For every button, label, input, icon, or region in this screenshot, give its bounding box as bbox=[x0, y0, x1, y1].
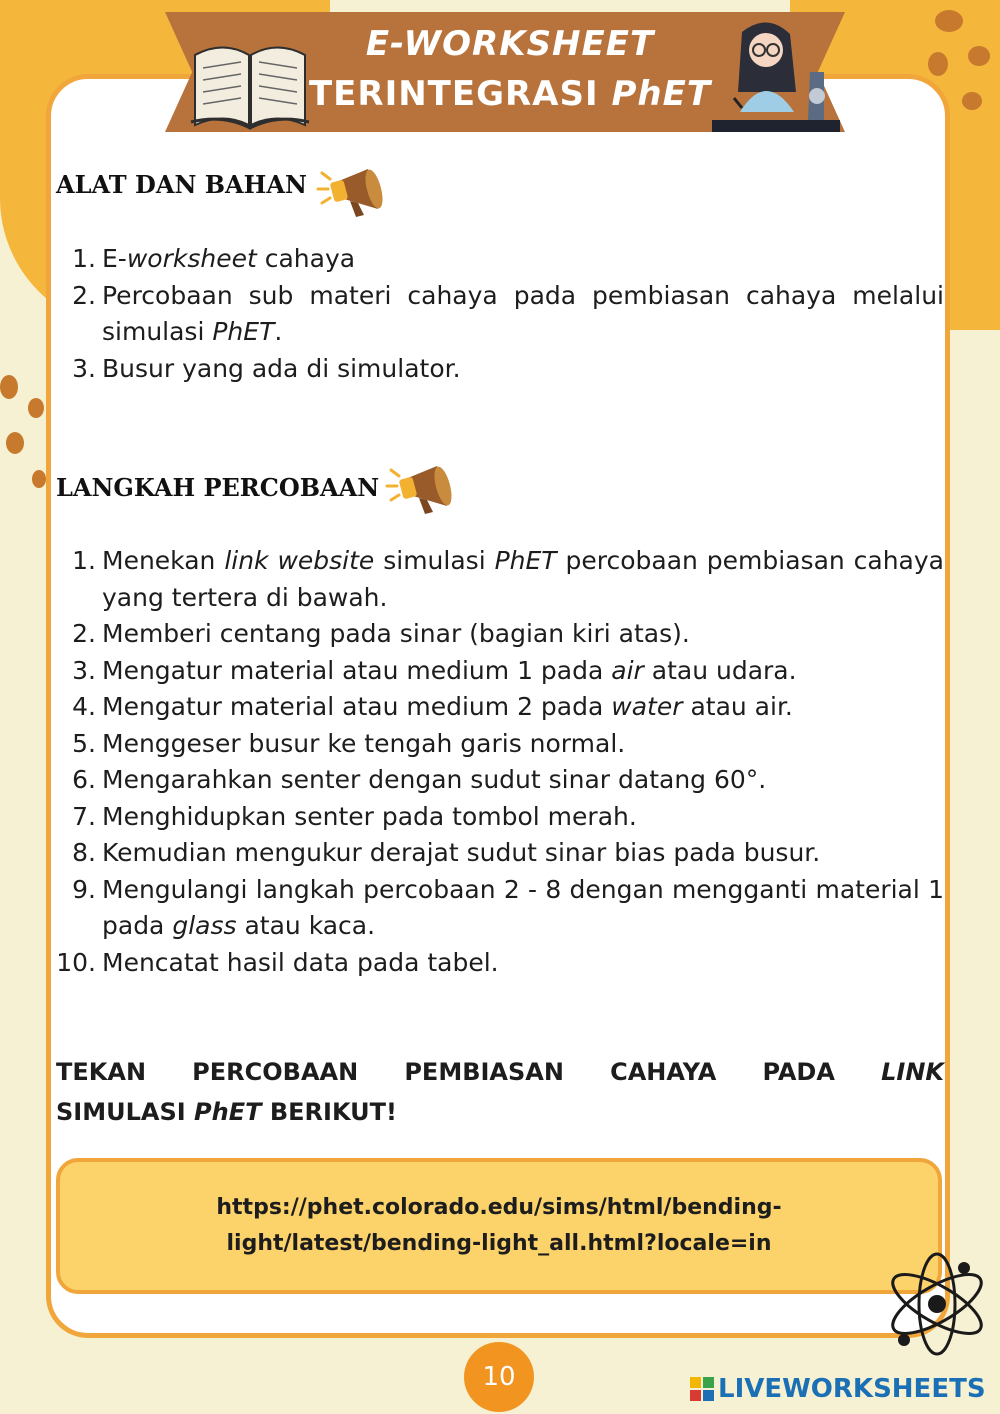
list-item: 8. Kemudian mengukur derajat sudut sinar bias pada busur. bbox=[72, 838, 821, 867]
list-item: 4. Mengatur material atau medium 2 pada water atau air. bbox=[72, 692, 793, 721]
list-item: 5. Menggeser busur ke tengah garis normal. bbox=[72, 728, 626, 758]
list-item: 3. Busur yang ada di simulator. bbox=[72, 353, 461, 383]
footer-brand: LIVEWORKSHEETS bbox=[718, 1374, 986, 1404]
link-box bbox=[56, 1158, 942, 1294]
bg-dot bbox=[0, 375, 18, 399]
phet-simulation-link[interactable]: https://phet.colorado.edu/sims/html/bending- light/latest/bending-light_all.html?locale=in bbox=[216, 1195, 782, 1256]
bg-dot bbox=[6, 432, 24, 454]
megaphone-icon bbox=[385, 460, 457, 518]
list-item: 10. Mencatat hasil data pada tabel. bbox=[56, 947, 499, 977]
list-item: 2. Memberi centang pada sinar (bagian kiri atas). bbox=[72, 619, 690, 648]
bg-dot bbox=[32, 470, 46, 488]
bg-dot bbox=[935, 10, 963, 32]
bg-dot bbox=[968, 46, 990, 66]
bg-dot bbox=[928, 52, 948, 76]
list-item: 6. Mengarahkan senter dengan sudut sinar datang 60°. bbox=[72, 765, 767, 794]
header-title-line1: E-WORKSHEET bbox=[365, 24, 655, 64]
alat-list bbox=[56, 241, 944, 387]
callout-line1: TEKAN PERCOBAAN PEMBIASAN CAHAYA PADA LINK bbox=[56, 1058, 944, 1086]
atom-icon bbox=[884, 1244, 990, 1360]
callout-line2: SIMULASI PhET BERIKUT! bbox=[56, 1098, 397, 1126]
page-number: 10 bbox=[464, 1342, 534, 1412]
langkah-list bbox=[56, 543, 944, 981]
section-heading-alat: ALAT DAN BAHAN bbox=[56, 170, 307, 199]
list-item: 2. Percobaan sub materi cahaya pada pembiasan cahaya melalui simulasi PhET. bbox=[72, 280, 944, 346]
list-item: 1. Menekan link website simulasi PhET percobaan pembiasan cahaya yang tertera di bawah. bbox=[72, 546, 944, 612]
list-item: 9. Mengulangi langkah percobaan 2 - 8 dengan mengganti material 1 pada glass atau kaca. bbox=[72, 874, 944, 940]
list-item: 1. E-worksheet cahaya bbox=[72, 244, 356, 273]
bg-dot bbox=[962, 92, 982, 110]
liveworksheets-logo-icon bbox=[690, 1377, 714, 1401]
bg-dot bbox=[28, 398, 44, 418]
header-title-line2: TERINTEGRASI PhET bbox=[308, 74, 712, 114]
megaphone-icon bbox=[316, 163, 388, 221]
teacher-microscope-icon bbox=[712, 12, 842, 134]
list-item: 3. Mengatur material atau medium 1 pada air atau udara. bbox=[72, 655, 797, 685]
section-heading-langkah: LANGKAH PERCOBAAN bbox=[56, 473, 380, 502]
list-item: 7. Menghidupkan senter pada tombol merah. bbox=[72, 801, 637, 831]
